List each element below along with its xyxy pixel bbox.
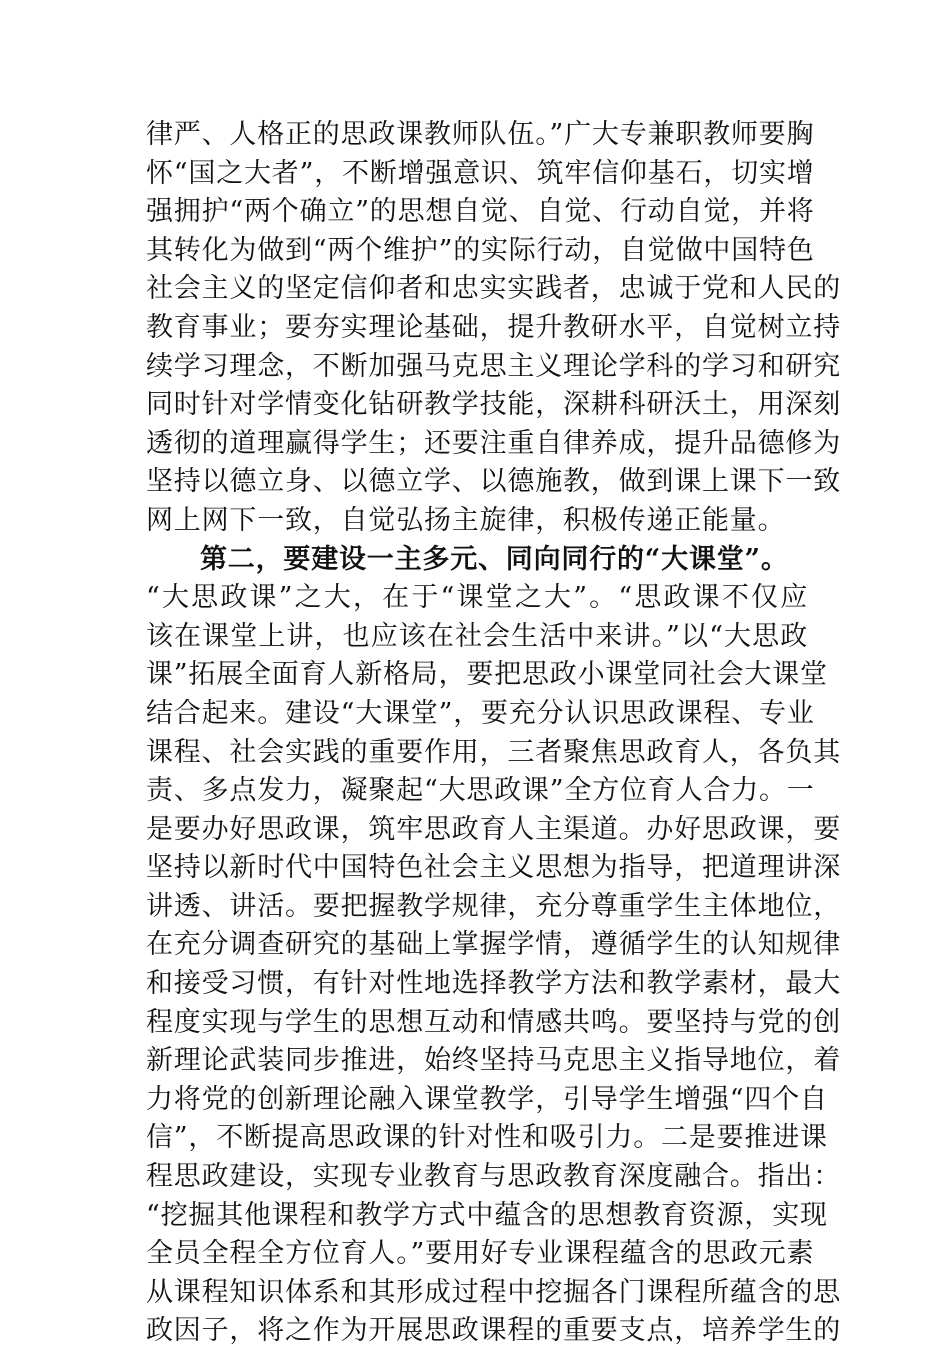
text-line: 在充分调查研究的基础上掌握学情，遵循学生的认知规律	[146, 929, 841, 961]
text-line: 程度实现与学生的思想互动和情感共鸣。要坚持与党的创	[146, 1006, 841, 1038]
text-line: 政因子，将之作为开展思政课程的重要支点，培养学生的	[146, 1315, 841, 1347]
text-line: 强拥护“两个确立”的思想自觉、自觉、行动自觉，并将	[146, 196, 815, 228]
text-line: 透彻的道理赢得学生；还要注重自律养成，提升品德修为	[146, 427, 841, 459]
text-line: 新理论武装同步推进，始终坚持马克思主义指导地位，着	[146, 1045, 841, 1077]
section-heading: 第二，要建设一主多元、同向同行的“大课堂”。	[200, 543, 789, 575]
text-line: 网上网下一致，自觉弘扬主旋律，积极传递正能量。	[146, 504, 786, 536]
text-line: 该在课堂上讲，也应该在社会生活中来讲。”以“大思政	[146, 620, 808, 652]
text-line: 课程、社会实践的重要作用，三者聚焦思政育人，各负其	[146, 736, 841, 768]
text-line: 续学习理念，不断加强马克思主义理论学科的学习和研究	[146, 350, 841, 382]
text-line: 教育事业；要夯实理论基础，提升教研水平，自觉树立持	[146, 311, 841, 343]
text-line: 律严、人格正的思政课教师队伍。”广大专兼职教师要胸	[146, 119, 815, 150]
text-line: 全员全程全方位育人。”要用好专业课程蕴含的思政元素	[146, 1238, 815, 1270]
text-line: 同时针对学情变化钻研教学技能，深耕科研沃土，用深刻	[146, 389, 841, 421]
text-line: 是要办好思政课，筑牢思政育人主渠道。办好思政课，要	[146, 813, 841, 845]
text-line: 程思政建设，实现专业教育与思政教育深度融合。指出：	[146, 1161, 841, 1193]
text-line: 从课程知识体系和其形成过程中挖掘各门课程所蕴含的思	[146, 1276, 841, 1308]
text-line: 坚持以德立身、以德立学、以德施教，做到课上课下一致	[146, 466, 841, 498]
text-line: 结合起来。建设“大课堂”，要充分认识思政课程、专业	[146, 697, 815, 729]
text-line: 其转化为做到“两个维护”的实际行动，自觉做中国特色	[146, 234, 815, 266]
text-line: 讲透、讲活。要把握教学规律，充分尊重学生主体地位，	[146, 890, 841, 922]
text-line: “大思政课”之大，在于“课堂之大”。“思政课不仅应	[146, 582, 808, 614]
text-line: “挖掘其他课程和教学方式中蕴含的思想教育资源，实现	[146, 1199, 828, 1231]
text-line: 力将党的创新理论融入课堂教学，引导学生增强“四个自	[146, 1083, 828, 1115]
text-line: 和接受习惯，有针对性地选择教学方法和教学素材，最大	[146, 968, 841, 1000]
text-line: 坚持以新时代中国特色社会主义思想为指导，把道理讲深	[146, 852, 841, 884]
text-line: 课”拓展全面育人新格局，要把思政小课堂同社会大课堂	[146, 659, 828, 691]
text-line: 信”，不断提高思政课的针对性和吸引力。二是要推进课	[146, 1122, 828, 1154]
text-line: 责、多点发力，凝聚起“大思政课”全方位育人合力。一	[146, 775, 815, 807]
text-line: 怀“国之大者”，不断增强意识、筑牢信仰基石，切实增	[146, 157, 815, 189]
document-body	[146, 116, 841, 1351]
text-line: 社会主义的坚定信仰者和忠实实践者，忠诚于党和人民的	[146, 273, 841, 305]
